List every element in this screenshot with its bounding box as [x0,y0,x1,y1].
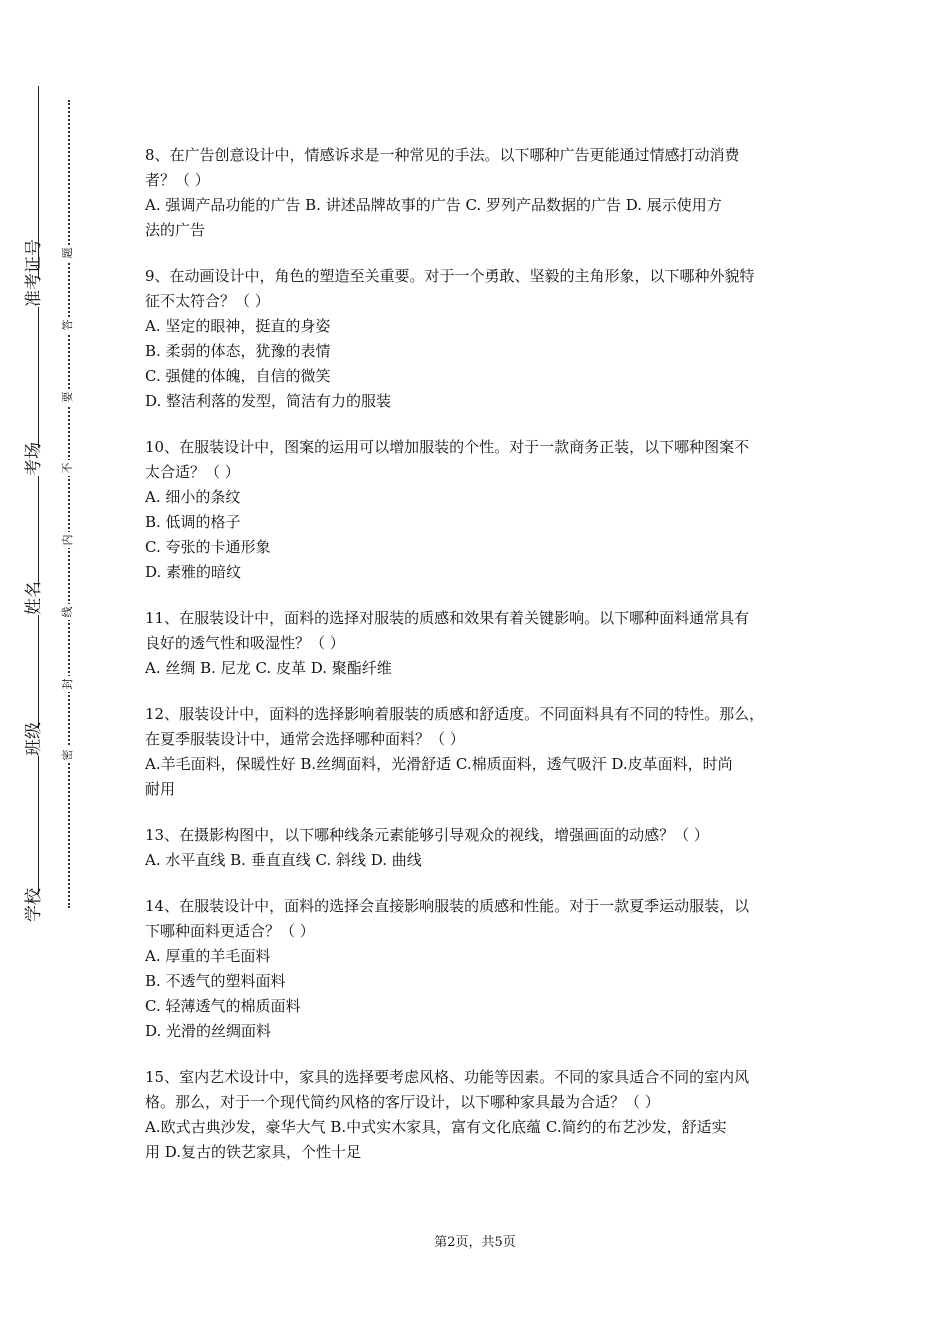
question-options: A. 强调产品功能的广告 B. 讲述品牌故事的广告 C. 罗列产品数据的广告 D. 展示使用方 [145,196,722,214]
seal-char: 要 [61,389,75,405]
question-8 [145,143,815,243]
option-b: B. 低调的格子 [145,513,241,531]
question-options: A. 丝绸 B. 尼龙 C. 皮革 D. 聚酯纤维 [145,659,392,677]
question-13 [145,823,815,873]
question-list [145,143,815,1186]
option-b: B. 柔弱的体态，犹豫的表情 [145,342,331,360]
option-c: C. 轻薄透气的棉质面料 [145,997,301,1015]
question-options: 法的广告 [145,221,206,239]
question-stem: 15、室内艺术设计中，家具的选择要考虑风格、功能等因素。不同的家具适合不同的室内风 [145,1068,750,1086]
seal-char: 题 [61,245,75,261]
option-d: D. 整洁利落的发型，简洁有力的服装 [145,392,392,410]
question-15 [145,1065,815,1165]
field-exam-room-label: 考场 [24,442,44,476]
seal-char: 密 [61,747,75,763]
seal-char: 不 [61,460,75,476]
option-c: C. 夸张的卡通形象 [145,538,271,556]
binding-line-dotted [68,100,70,908]
question-12 [145,702,815,802]
field-school-label: 学校 [24,888,44,922]
question-options: 耐用 [145,780,176,798]
option-a: A. 厚重的羊毛面料 [145,947,271,965]
question-options: A.欧式古典沙发，豪华大气 B.中式实木家具，富有文化底蕴 C.简约的布艺沙发，舒适实 [145,1118,727,1136]
question-options: A. 水平直线 B. 垂直直线 C. 斜线 D. 曲线 [145,851,422,869]
question-stem: 10、在服装设计中，图案的运用可以增加服装的个性。对于一款商务正装，以下哪种图案不 [145,438,750,456]
question-stem: 太合适？（ ） [145,463,240,481]
question-11 [145,606,815,681]
option-a: A. 细小的条纹 [145,488,241,506]
question-stem: 格。那么，对于一个现代简约风格的客厅设计，以下哪种家具最为合适？（ ） [145,1093,660,1111]
question-stem: 征不太符合？（ ） [145,292,270,310]
field-exam-number-label: 准考证号 [24,239,44,307]
question-stem: 8、在广告创意设计中，情感诉求是一种常见的手法。以下哪种广告更能通过情感打动消费 [145,146,740,164]
option-d: D. 光滑的丝绸面料 [145,1022,272,1040]
question-stem: 9、在动画设计中，角色的塑造至关重要。对于一个勇敢、坚毅的主角形象，以下哪种外貌特 [145,267,755,285]
question-stem: 良好的透气性和吸湿性？（ ） [145,634,345,652]
option-c: C. 强健的体魄，自信的微笑 [145,367,331,385]
question-stem: 14、在服装设计中，面料的选择会直接影响服装的质感和性能。对于一款夏季运动服装，以 [145,897,750,915]
question-stem: 下哪种面料更适合？（ ） [145,922,315,940]
question-stem: 12、服装设计中，面料的选择影响着服装的质感和舒适度。不同面料具有不同的特性。那么， [145,705,765,723]
question-stem: 在夏季服装设计中，通常会选择哪种面料？（ ） [145,730,465,748]
seal-char: 线 [61,604,75,620]
option-a: A. 坚定的眼神，挺直的身姿 [145,317,331,335]
question-stem: 13、在摄影构图中，以下哪种线条元素能够引导观众的视线，增强画面的动感？（ ） [145,826,709,844]
field-class-label: 班级 [24,722,44,756]
question-options: 用 D.复古的铁艺家具，个性十足 [145,1143,362,1161]
question-14 [145,894,815,1044]
field-name-label: 姓名 [24,581,44,615]
seal-char: 封 [61,676,75,692]
question-options: A.羊毛面料，保暖性好 B.丝绸面料，光滑舒适 C.棉质面料，透气吸汗 D.皮革面料，时尚 [145,755,733,773]
question-10 [145,435,815,585]
option-b: B. 不透气的塑料面料 [145,972,286,990]
option-d: D. 素雅的暗纹 [145,563,242,581]
question-stem: 者？（ ） [145,171,210,189]
binding-line-solid [38,86,39,920]
page-number: 第2页，共5页 [434,1235,516,1250]
seal-char: 答 [61,317,75,333]
question-stem: 11、在服装设计中，面料的选择对服装的质感和效果有着关键影响。以下哪种面料通常具有 [145,609,750,627]
question-9 [145,264,815,414]
seal-char: 内 [61,532,75,548]
